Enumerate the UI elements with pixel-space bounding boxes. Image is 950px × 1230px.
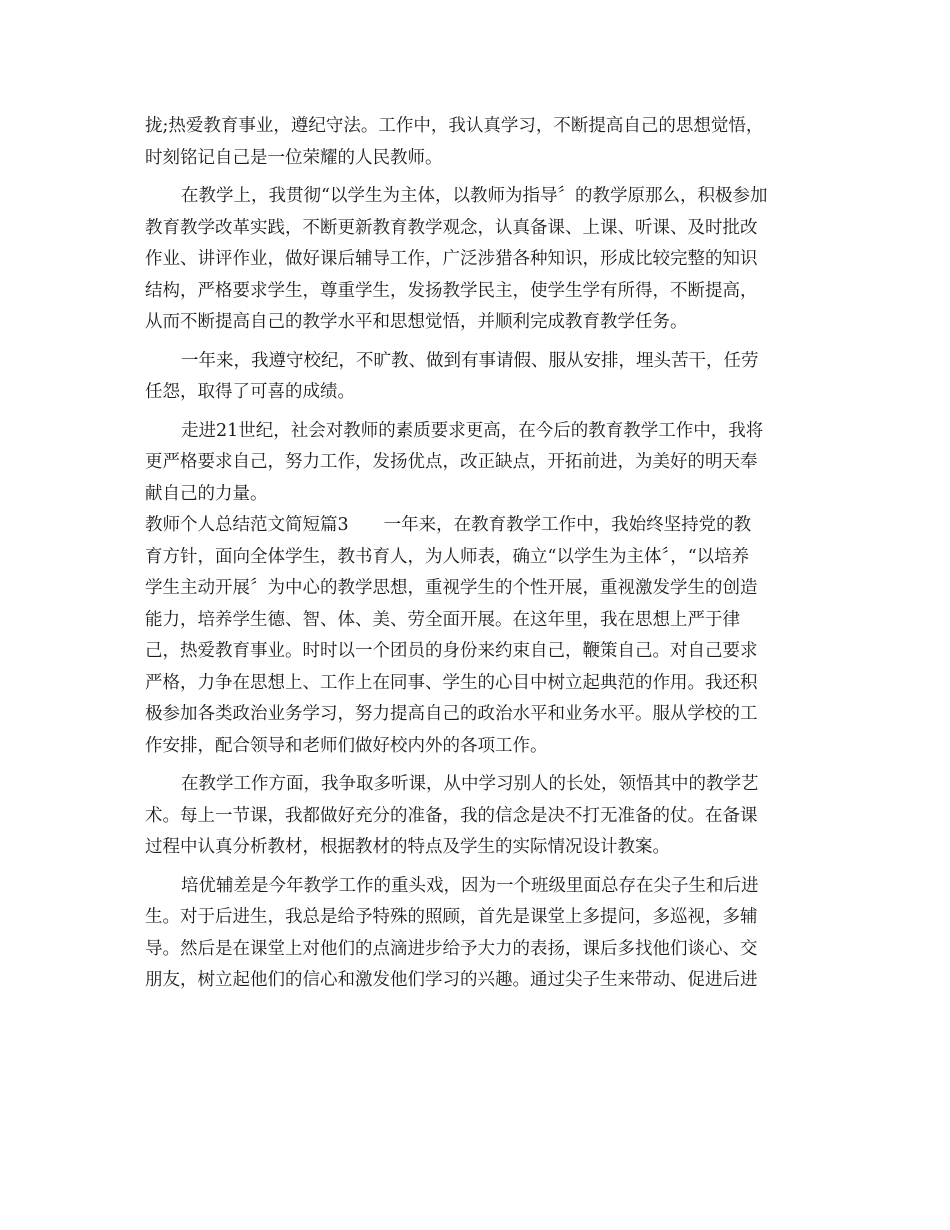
text-line: 术。每上一节课，我都做好充分的准备，我的信念是决不打无准备的仗。在备课 xyxy=(145,805,758,826)
text-line: 过程中认真分析教材，根据教材的特点及学生的实际情况设计教案。 xyxy=(145,837,670,857)
text-line: 更严格要求自己，努力工作，发扬优点，改正缺点，开拓前进，为美好的明天奉 xyxy=(145,452,758,472)
text-line: 学生主动开展〞为中心的教学思想，重视学生的个性开展，重视激发学生的创造 xyxy=(145,578,758,598)
text-line: 一年来，我遵守校纪，不旷教、做到有事请假、服从安排，埋头苦干，任劳 xyxy=(181,350,759,371)
text-line: 时刻铭记自己是一位荣耀的人民教师。 xyxy=(145,147,443,168)
text-line: 任怨，取得了可喜的成绩。 xyxy=(145,382,355,402)
text-line: 献自己的力量。 xyxy=(145,483,268,504)
text-line: 教育教学改革实践，不断更新教育教学观念，认真备课、上课、听课、及时批改 xyxy=(145,217,758,238)
text-line: 严格，力争在思想上、工作上在同事、学生的心目中树立起典范的作用。我还积 xyxy=(145,672,758,693)
text-line: 生。对于后进生，我总是给予特殊的照顾，首先是课堂上多提问，多巡视，多辅 xyxy=(145,907,758,927)
text-line: 拢;热爱教育事业，遵纪守法。工作中，我认真学习，不断提高自己的思想觉悟， xyxy=(145,116,764,136)
text-line: 育方针，面向全体学生，教书育人，为人师表，确立“以学生为主体〞，“以培养 xyxy=(145,546,750,567)
text-line: 培优辅差是今年教学工作的重头戏，因为一个班级里面总存在尖子生和后进 xyxy=(181,875,759,896)
text-line: 走进21世纪，社会对教师的素质要求更高，在今后的教育教学工作中，我将 xyxy=(181,420,764,441)
document-page xyxy=(145,111,810,997)
text-line: 教师个人总结范文简短篇3 一年来，在教育教学工作中，我始终坚持党的教 xyxy=(145,515,752,535)
text-line: 己，热爱教育事业。时时以一个团员的身份来约束自己，鞭策自己。对自己要求 xyxy=(145,641,758,661)
text-line: 作业、讲评作业，做好课后辅导工作，广泛涉猎各种知识，形成比较完整的知识 xyxy=(145,249,758,269)
text-line: 极参加各类政治业务学习，努力提高自己的政治水平和业务水平。服从学校的工 xyxy=(145,704,758,724)
text-line: 作安排，配合领导和老师们做好校内外的各项工作。 xyxy=(145,735,548,756)
text-line: 导。然后是在课堂上对他们的点滴进步给予大力的表扬，课后多找他们谈心、交 xyxy=(145,938,758,959)
text-line: 在教学工作方面，我争取多听课，从中学习别人的长处，领悟其中的教学艺 xyxy=(181,774,759,794)
document-body xyxy=(145,111,810,997)
text-line: 在教学上，我贯彻“以学生为主体，以教师为指导〞的教学原那么，积极参加 xyxy=(181,186,768,206)
text-line: 能力，培养学生德、智、体、美、劳全面开展。在这年里，我在思想上严于律 xyxy=(145,609,740,630)
text-line: 从而不断提高自己的教学水平和思想觉悟，并顺利完成教育教学任务。 xyxy=(145,312,688,332)
text-line: 结构，严格要求学生，尊重学生，发扬教学民主，使学生学有所得，不断提高， xyxy=(145,280,758,301)
text-line: 朋友，树立起他们的信心和激发他们学习的兴趣。通过尖子生来带动、促进后进 xyxy=(145,970,758,990)
